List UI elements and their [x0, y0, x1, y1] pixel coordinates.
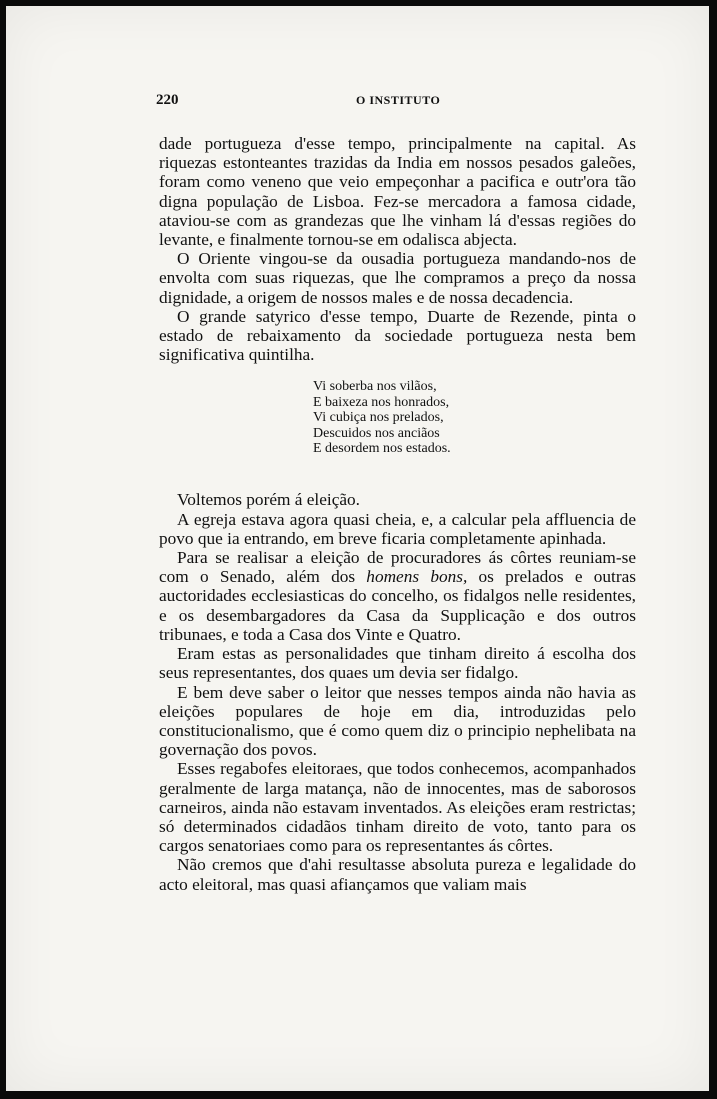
poem-line: Vi cubiça nos prelados,: [313, 410, 444, 426]
poem-line: Descuidos nos anciãos: [313, 425, 440, 441]
page-number: 220: [156, 92, 179, 108]
paragraph: Esses regabofes eleitoraes, que todos conhecemos, acompanhados geralmente de larga matança, não de innocentes, mas de saborosos carneiros, ainda não estavam inventados. As eleições eram restrictas; só determinados cidadãos tinham direito de voto, tanto para os cargos senatoriaes como para os representantes ás côrtes.: [159, 759, 636, 856]
page-header: [156, 92, 636, 112]
running-title: O INSTITUTO: [356, 93, 441, 107]
paragraph: [159, 548, 636, 644]
paragraph: O Oriente vingou-se da ousadia portugueza mandando-nos de envolta com suas riquezas, que lhe compramos a preço da nossa dignidade, a origem de nossos males e de nossa decadencia.: [159, 249, 636, 307]
text-run: Para se realisar a eleição de procuradores ás côrtes reuniam-se com o Senado, além dos: [159, 548, 636, 587]
poem-line: Vi soberba nos vilãos,: [313, 379, 437, 395]
book-page: [6, 6, 709, 1091]
poem-quintilha: [313, 379, 636, 456]
paragraph: O grande satyrico d'esse tempo, Duarte de Rezende, pinta o estado de rebaixamento da sociedade portugueza nesta bem significativa quintilha.: [159, 306, 636, 365]
poem-line: E desordem nos estados.: [313, 441, 451, 457]
paragraph: E bem deve saber o leitor que nesses tempos ainda não havia as eleições populares de hoje em dia, introduzidas pelo constitucionalismo, que é como quem diz o principio nephelibata na governação dos povos.: [159, 682, 636, 760]
paragraph: dade portugueza d'esse tempo, principalmente na capital. As riquezas estonteantes trazidas da India em nossos pesados galeões, foram como veneno que veio empeçonhar a pacifica e outr'ora tão digna população de Lisboa. Fez-se mercadora a famosa cidade, ataviou-se com as grandezas que lhe vinham lá d'essas regiões do levante, e finalmente tornou-se em odalisca abjecta.: [159, 134, 636, 250]
paragraph: Eram estas as personalidades que tinham direito á escolha dos seus representantes, dos quaes um devia ser fidalgo.: [159, 644, 636, 683]
body-text: [159, 134, 636, 894]
text-run: os prelados e outras auctoridades ecclesiasticas do concelho, os fidalgos nelle residentes, e os desembargadores da Casa da Supplicação e dos outros tribunaes, e toda a Casa dos Vinte e Quatro.: [159, 567, 637, 644]
italic-phrase: homens bons,: [366, 567, 468, 587]
paragraph: Voltemos porém á eleição.: [177, 490, 360, 510]
paragraph: Não cremos que d'ahi resultasse absoluta pureza e legalidade do acto eleitoral, mas quasi afiançamos que valiam mais: [159, 855, 636, 894]
paragraph: A egreja estava agora quasi cheia, e, a calcular pela affluencia de povo que ia entrando, em breve ficaria completamente apinhada.: [159, 509, 636, 548]
poem-line: E baixeza nos honrados,: [313, 394, 450, 410]
